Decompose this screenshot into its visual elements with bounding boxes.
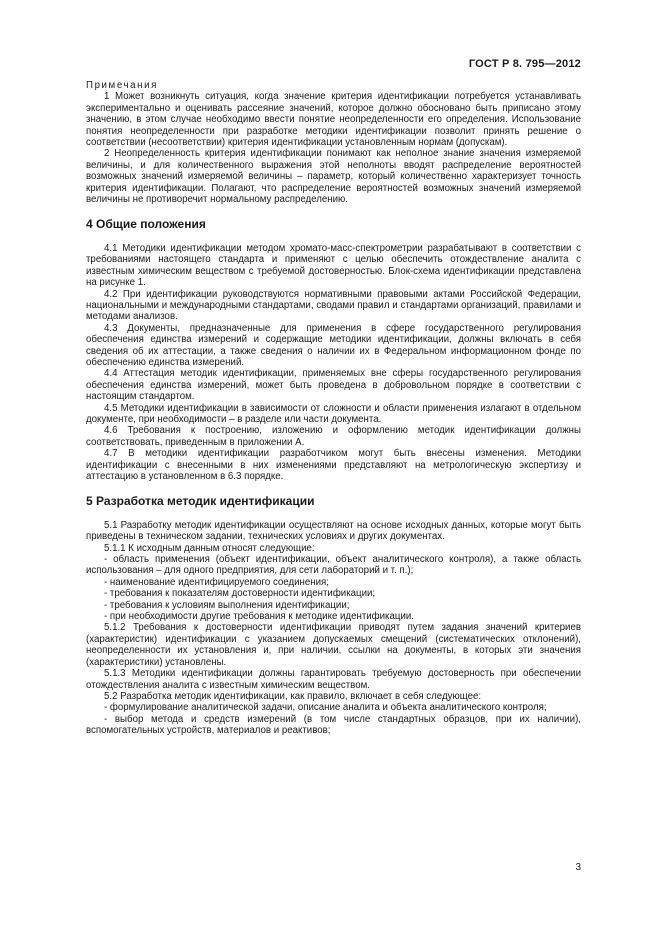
document-header: ГОСТ Р 8. 795—2012 xyxy=(468,58,581,70)
section-5-heading: 5 Разработка методик идентификации xyxy=(86,494,315,509)
notes-title: Примечания xyxy=(86,80,158,91)
para-4-4: 4.4 Аттестация методик идентификации, применяемых вне сферы государственного регулирования обеспечения единства измерений, может быть проведена в добровольном порядке в соответствии с настоящим стандартом. xyxy=(86,368,581,403)
para-4-2: 4.2 При идентификации руководствуются нормативными правовыми актами Российской Федерации, национальными и международными стандартами, сводами правил и стандартами организаций, правилами и методами анализов. xyxy=(86,288,581,323)
list-item: - требования к условиям выполнения идентификации; xyxy=(104,599,350,611)
para-5-2: 5.2 Разработка методик идентификации, как правило, включает в себя следующее: xyxy=(104,690,482,702)
para-5-1-3: 5.1.3 Методики идентификации должны гарантировать требуемую достоверность при обеспечении отождествления аналита с известным химическим веществом. xyxy=(86,668,581,691)
list-item: - при необходимости другие требования к методике идентификации. xyxy=(104,611,414,623)
para-4-7: 4.7 В методики идентификации разработчиком могут быть внесены изменения. Методики идентификации с внесенными в них изменениями представляют на метрологическую экспертизу и аттестацию в установленном в 6.3 порядке. xyxy=(86,448,581,482)
note-2-text: 2 Неопределенность критерия идентификации понимают как неполное знание значения измеряемой величины, и для количественного выражения этой неполноты вводят распределение вероятностей возможных значений измеряемой величины – параметр, который количественно характеризует точность критерия идентификации. Полагают, что распределение вероятностей возможных значений измеряемой величины не противоречит нормальному распределению. xyxy=(86,148,581,206)
para-4-5: 4.5 Методики идентификации в зависимости от сложности и области применения излагают в отдельном документе, при необходимости – в разделе или части документа. xyxy=(86,402,581,425)
para-4-6: 4.6 Требования к построению, изложению и оформлению методик идентификации должны соответствовать, приведенным в приложении А. xyxy=(86,425,581,448)
list-item: - выбор метода и средств измерений (в том числе стандартных образцов, при их наличии), вспомогательных устройств, материалов и реактивов; xyxy=(86,713,581,737)
para-5-1-1: 5.1.1 К исходным данным относят следующие: xyxy=(104,542,315,554)
list-item: - требования к показателям достоверности идентификации; xyxy=(104,588,376,600)
page-body xyxy=(86,80,581,737)
note-1 xyxy=(86,91,581,148)
para-5-1: 5.1 Разработку методик идентификации осуществляют на основе исходных данных, которые могут быть приведены в техническом задании, технических условиях и других документах. xyxy=(86,519,581,543)
list-item: - формулирование аналитической задачи, описание аналита и объекта аналитического контроля; xyxy=(104,702,547,714)
list-item: - область применения (объект идентификации, объект аналитического контроля), а также область использования – для одного предприятия, для сети лабораторий и т. п.); xyxy=(86,554,581,577)
note-2 xyxy=(86,148,581,205)
para-5-1-2: 5.1.2 Требования к достоверности идентификации приводят путем задания значений критериев (характеристик) идентификации с указанием допускаемых смещений (систематических отклонений), неопределенности их установления и, при наличии, ссылки на документы, в которых эти значения (характеристики) установлены. xyxy=(86,622,581,668)
para-4-1: 4.1 Методики идентификации методом хромато-масс-спектрометрии разрабатывают в соответствии с требованиями настоящего стандарта и применяют с целью обеспечить отождествление аналита с известным химическим веществом с требуемой достоверностью. Блок-схема идентификации представлена на рисунке 1. xyxy=(86,242,581,289)
para-4-3: 4.3 Документы, предназначенные для применения в сфере государственного регулирования обеспечения единства измерений и содержащие методики идентификации, должны включать в себя сведения об их аттестации, а также сведения о наличии их в Федеральном информационном фонде по обеспечению единства измерений. xyxy=(86,322,581,368)
note-1-text: 1 Может возникнуть ситуация, когда значение критерия идентификации потребуется устанавливать экспериментально и оценивать рассеяние значений, которое должно обосновано быть приписано этому значению, в этом случае необходимо ввести понятие неопределенности его определения. Использование понятия неопределенности при разработке методики идентификации позволит принять решение о соответствии (несоответствии) критерия идентификации установленным нормам (допускам). xyxy=(86,91,581,149)
page-number: 3 xyxy=(575,862,581,873)
list-item: - наименование идентифицируемого соединения; xyxy=(104,576,329,588)
section-4-heading: 4 Общие положения xyxy=(86,217,206,232)
